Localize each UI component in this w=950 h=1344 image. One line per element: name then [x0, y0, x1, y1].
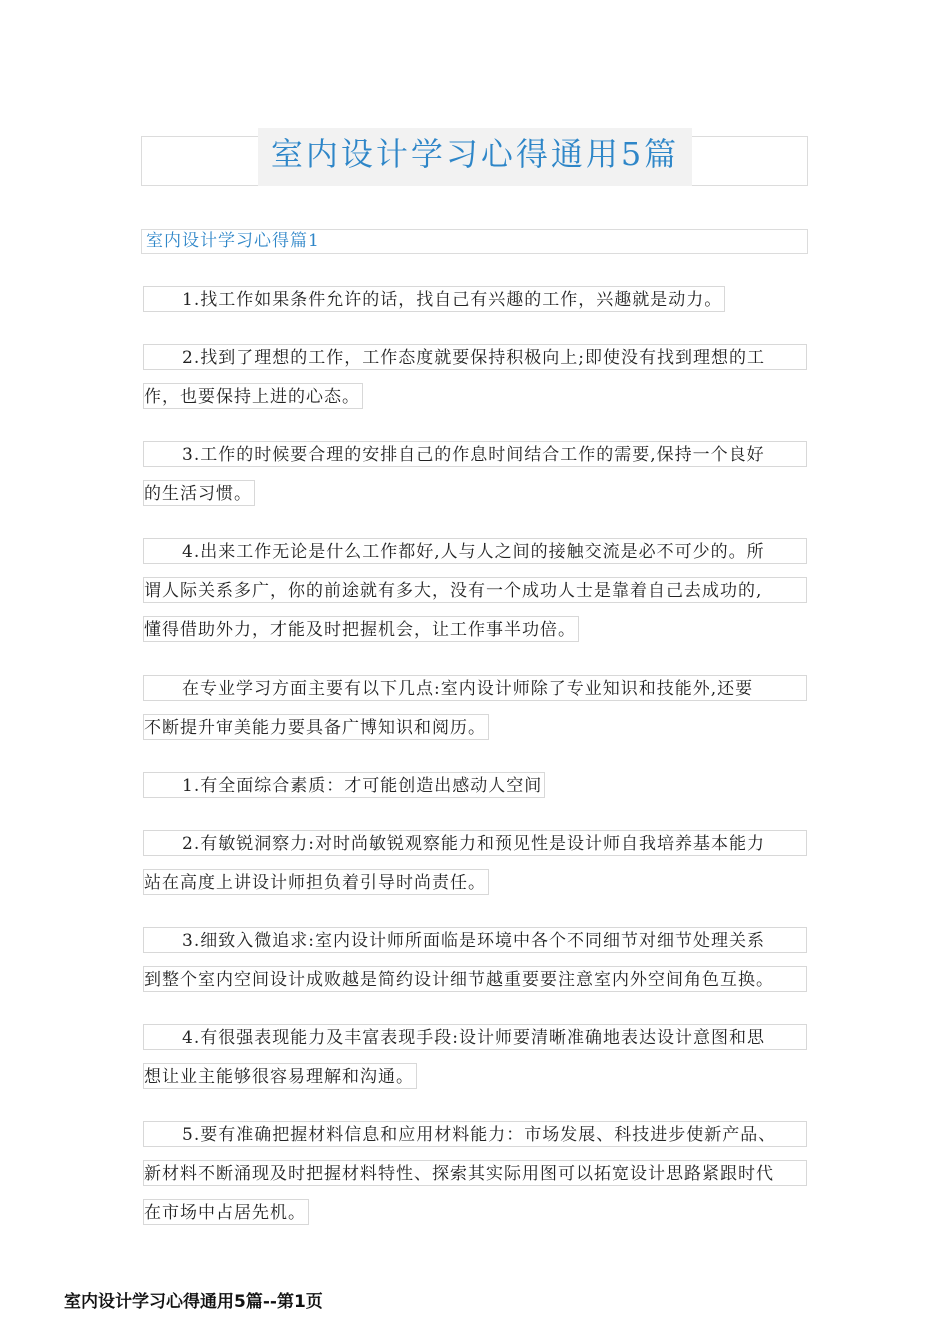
paragraph-7 — [143, 830, 807, 908]
paragraph-line: 谓人际关系多广，你的前途就有多大，没有一个成功人士是靠着自己去成功的, — [143, 577, 807, 603]
paragraph-line: 1.找工作如果条件允许的话，找自己有兴趣的工作，兴趣就是动力。 — [143, 286, 725, 312]
paragraph-line: 1.有全面综合素质：才可能创造出感动人空间 — [143, 772, 545, 798]
paragraph-line: 2.找到了理想的工作，工作态度就要保持积极向上;即使没有找到理想的工 — [143, 344, 807, 370]
paragraph-3 — [143, 441, 807, 519]
paragraph-5 — [143, 675, 807, 753]
paragraph-line: 在市场中占居先机。 — [143, 1199, 309, 1225]
paragraph-10 — [143, 1121, 807, 1238]
paragraph-line: 在专业学习方面主要有以下几点:室内设计师除了专业知识和技能外,还要 — [143, 675, 807, 701]
paragraph-line: 3.工作的时候要合理的安排自己的作息时间结合工作的需要,保持一个良好 — [143, 441, 807, 467]
paragraph-line: 3.细致入微追求:室内设计师所面临是环境中各个不同细节对细节处理关系 — [143, 927, 807, 953]
paragraph-6 — [143, 772, 807, 811]
paragraph-9 — [143, 1024, 807, 1102]
page-footer: 室内设计学习心得通用5篇--第1页 — [64, 1292, 323, 1312]
paragraph-line: 的生活习惯。 — [143, 480, 255, 506]
paragraph-line: 到整个室内空间设计成败越是简约设计细节越重要要注意室内外空间角色互换。 — [143, 966, 807, 992]
document-title: 室内设计学习心得通用5篇 — [258, 128, 692, 186]
paragraph-line: 新材料不断涌现及时把握材料特性、探索其实际用图可以拓宽设计思路紧跟时代 — [143, 1160, 807, 1186]
paragraph-line: 懂得借助外力，才能及时把握机会，让工作事半功倍。 — [143, 616, 579, 642]
section-heading: 室内设计学习心得篇1 — [141, 229, 808, 254]
paragraph-2 — [143, 344, 807, 422]
paragraph-4 — [143, 538, 807, 655]
paragraph-line: 站在高度上讲设计师担负着引导时尚责任。 — [143, 869, 489, 895]
paragraph-1 — [143, 286, 807, 325]
paragraph-line: 4.出来工作无论是什么工作都好,人与人之间的接触交流是必不可少的。所 — [143, 538, 807, 564]
paragraph-8 — [143, 927, 807, 1005]
paragraph-line: 2.有敏锐洞察力:对时尚敏锐观察能力和预见性是设计师自我培养基本能力 — [143, 830, 807, 856]
paragraph-line: 作，也要保持上进的心态。 — [143, 383, 363, 409]
paragraph-line: 5.要有准确把握材料信息和应用材料能力：市场发展、科技进步使新产品、 — [143, 1121, 807, 1147]
paragraph-line: 想让业主能够很容易理解和沟通。 — [143, 1063, 417, 1089]
paragraph-line: 4.有很强表现能力及丰富表现手段:设计师要清晰准确地表达设计意图和思 — [143, 1024, 807, 1050]
paragraph-line: 不断提升审美能力要具备广博知识和阅历。 — [143, 714, 489, 740]
